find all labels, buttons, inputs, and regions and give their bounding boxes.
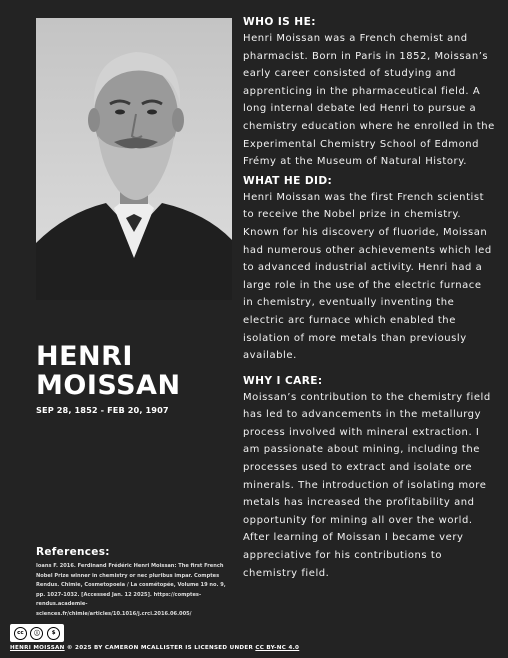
references-text: Ioans F. 2016. Ferdinand Frédéric Henri Moissan: The first French Nobel Prize winner in chemistry or nec pluribus impar. Comptes Rendus. Chimie, Cosmetopoeia / La cosmétopée, Volume 19 no. 9, pp. 1027-1032. [Accessed Jan. 12 2025]. https://comptes-rendus.academie-sciences.fr/chimie/articles/10.1016/j.crci.2016.06.005/	[36, 563, 226, 617]
references-heading: References:	[36, 546, 110, 558]
nc-icon: $	[47, 627, 60, 640]
life-dates: SEP 28, 1852 - FEB 20, 1907	[36, 405, 169, 415]
license-footer	[10, 645, 299, 651]
license-link[interactable]: CC BY-NC 4.0	[255, 645, 300, 651]
cc-icon: cc	[14, 627, 27, 640]
work-title-link[interactable]: HENRI MOISSAN	[10, 645, 65, 651]
license-text: © 2025 BY CAMERON MCALLISTER IS LICENSED UNDER	[64, 645, 256, 651]
section-what	[243, 173, 495, 365]
section-who	[243, 14, 495, 171]
section-heading: WHO IS HE:	[243, 16, 316, 28]
section-body: Henri Moissan was a French chemist and pharmacist. Born in Paris in 1852, Moissan’s early career consisted of studying and apprenticing in the pharmaceutical field. A long internal debate led Henri to pursue a chemistry education where he enrolled in the Experimental Chemistry School of Edmond Frémy at the Museum of Natural History.	[243, 33, 495, 168]
name-last: MOISSAN	[36, 370, 181, 401]
section-heading: WHY I CARE:	[243, 374, 323, 387]
person-name	[36, 342, 241, 400]
portrait-photo	[36, 18, 232, 300]
section-body: Moissan’s contribution to the chemistry field has led to advancements in the metallurgy process involved with mineral extraction. I am passionate about mining, including the processes used to extract and isolate ore minerals. The introduction of isolating more metals has increased the profitability and opportunity for mining all over the world. After learning of Moissan I became very appreciative for his contributions to chemistry field.	[243, 391, 491, 579]
license-badge[interactable]	[10, 624, 64, 642]
name-first: HENRI	[36, 341, 133, 372]
section-why	[243, 373, 495, 583]
section-heading: WHAT HE DID:	[243, 174, 333, 187]
content-column	[243, 14, 495, 582]
by-icon: ⓘ	[30, 627, 43, 640]
section-body: Henri Moissan was the first French scientist to receive the Nobel prize in chemistry. Known for his discovery of fluoride, Moissan had numerous other achievements which led to advanced industrial activity. Henri had a large role in the use of the electric furnace in chemistry, eventually inventing the electric arc furnace which enabled the isolation of more metals than previously available.	[243, 191, 492, 362]
